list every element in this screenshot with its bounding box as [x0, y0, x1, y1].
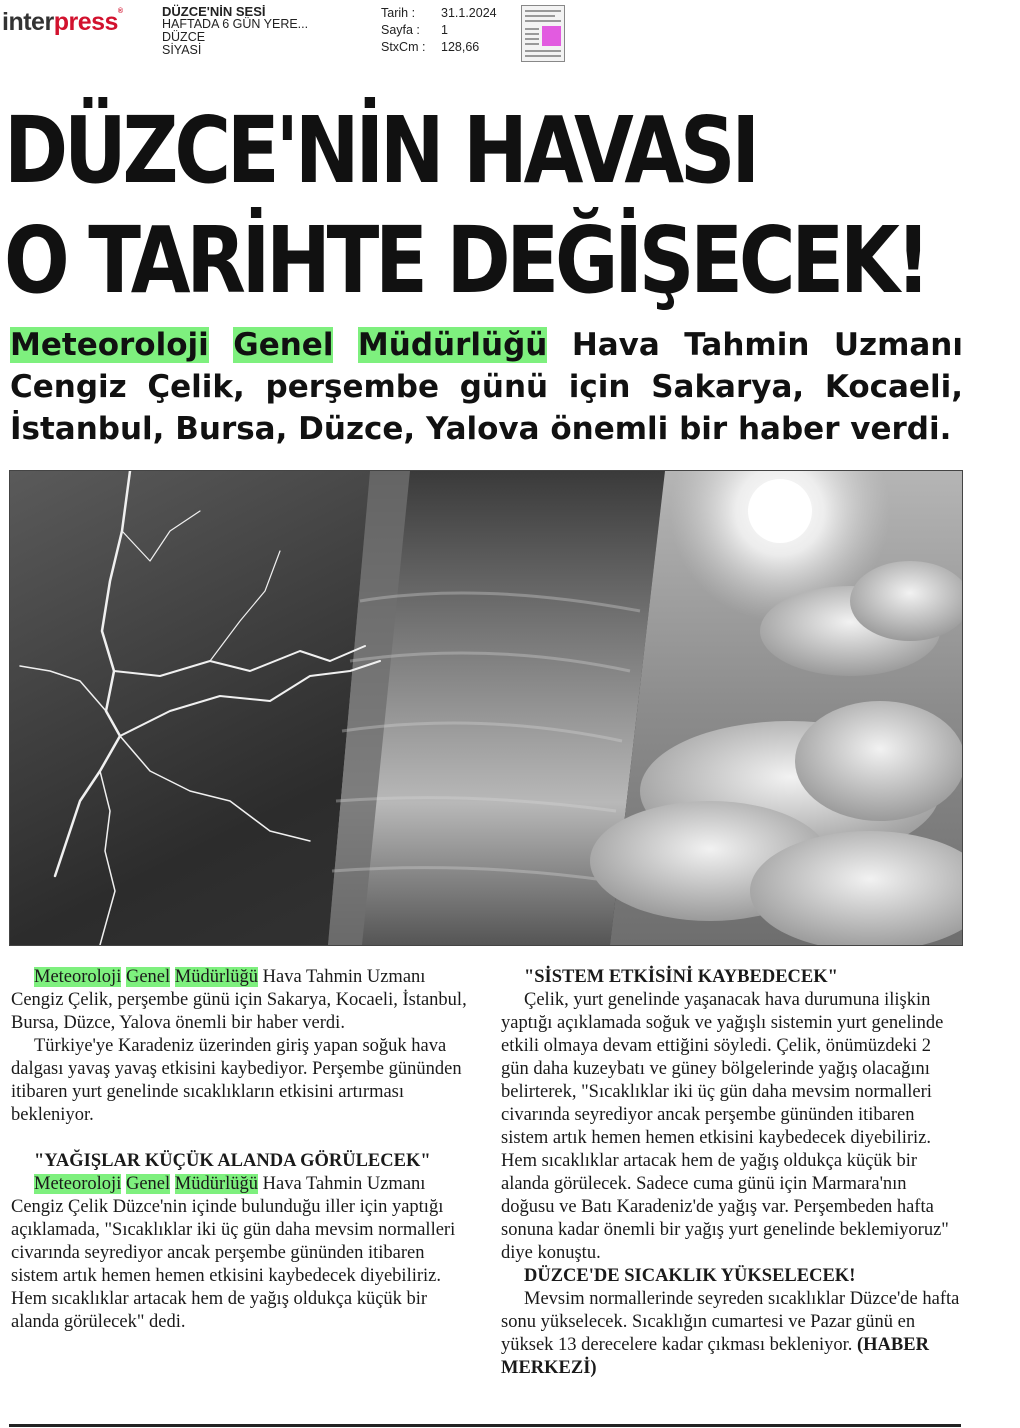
article-column-right: [501, 966, 963, 1380]
meta-value: 1: [441, 23, 448, 37]
thumbnail-highlight: [542, 26, 561, 46]
paragraph: [501, 1288, 963, 1380]
highlight-word: Müdürlüğü: [174, 1174, 259, 1194]
publication-category: SİYASİ: [162, 43, 202, 57]
highlight-word: Genel: [125, 1174, 171, 1194]
publication-info: [162, 5, 308, 57]
paragraph-text: Hava Tahmin Uzmanı Cengiz Çelik Düzce'nin içinde bulunduğu iller için yaptığı açıklamada, "Sıcaklıklar iki üç gün daha mevsim normalleri civarında seyrediyor ancak perşembe gününden itibaren sistem artık hemen hemen etkisini kaybedecek diyebiliriz. Hem sıcaklıklar artacak hem de yağış oldukça küçük bir alanda görülecek" dedi.: [11, 1174, 456, 1332]
weather-photo: [9, 470, 963, 946]
logo-mark: ®: [117, 8, 123, 15]
highlight-word: Müdürlüğü: [357, 327, 548, 363]
meta-key: StxCm :: [381, 40, 426, 54]
meta-key: Tarih :: [381, 6, 416, 20]
deck-text: Hava Tahmin Uzmanı Cengiz Çelik, perşembe günü için Sakarya, Kocaeli, İstanbul, Bursa, Düzce, Yalova önemli bir haber verdi.: [10, 327, 963, 447]
highlight-word: Meteoroloji: [10, 327, 209, 363]
storm-to-sun-illustration: [10, 471, 962, 945]
subheading: "SİSTEM ETKİSİNİ KAYBEDECEK": [524, 967, 838, 987]
headline: [4, 96, 927, 316]
highlight-word: Müdürlüğü: [174, 967, 259, 987]
logo-part2: press: [53, 8, 118, 36]
meta-value: 31.1.2024: [441, 6, 497, 20]
meta-key: Sayfa :: [381, 23, 420, 37]
paragraph: [11, 1173, 471, 1334]
highlight-word: Genel: [125, 967, 171, 987]
interpress-logo: [2, 8, 123, 37]
page-thumbnail[interactable]: [521, 5, 565, 62]
deck-summary: [10, 324, 963, 450]
publication-city: DÜZCE: [162, 30, 206, 44]
meta-value: 128,66: [441, 40, 480, 54]
paragraph: Çelik, yurt genelinde yaşanacak hava durumuna ilişkin yaptığı açıklamada soğuk ve yağışlı sistemin yurt genelinde etkili olmaya devam ettiğini söyledi. Çelik, önümüzdeki 2 gün daha kuzeybatı ve güney bölgelerinde yağış olacağını belirterek, "Sıcaklıklar iki üç gün daha mevsim normalleri civarında seyrediyor ancak perşembe gününden itibaren sistem artık hemen hemen etkisini kaybedecek diyebiliriz. Hem sıcaklıklar artacak hem de yağış oldukça küçük bir alanda görülecek. Sadece cuma günü için Marmara'nın doğusu ve Batı Karadeniz'de yağış var. Perşembeden hafta sonuna kadar önemli bir yağış yurt genelinde beklemiyoruz" diye konuştu.: [501, 990, 949, 1263]
paragraph-text: Hava Tahmin Uzmanı Cengiz Çelik, perşembe günü için Sakarya, Kocaeli, İstanbul, Bursa, Düzce, Yalova önemli bir haber verdi.: [11, 967, 467, 1033]
logo-part1: inter: [2, 8, 54, 36]
meta-row-date: [381, 5, 497, 22]
meta-row-page: [381, 22, 497, 39]
publication-name: DÜZCE'NİN SESİ: [162, 4, 266, 19]
paragraph-text: Mevsim normallerinde seyreden sıcaklıklar Düzce'de hafta sonu yükselecek. Sıcaklığın cumartesi ve Pazar günü en yüksek 13 derecelere kadar çıkması bekleniyor.: [501, 1289, 960, 1355]
clipping-meta: [381, 5, 497, 56]
paragraph: [11, 966, 471, 1035]
highlight-word: Meteoroloji: [34, 967, 122, 987]
meta-row-stxcm: [381, 39, 497, 56]
paragraph: Türkiye'ye Karadeniz üzerinden giriş yapan soğuk hava dalgası yavaş yavaş etkisini kaybediyor. Perşembe gününden itibaren yurt genelinde sıcaklıkların etkisini artırması bekleniyor.: [11, 1036, 462, 1125]
headline-line2: O TARİHTE DEĞİŞECEK!: [4, 207, 927, 314]
article-column-left: [11, 966, 471, 1334]
headline-line1: DÜZCE'NİN HAVASI: [4, 97, 756, 204]
subheading: "YAĞIŞLAR KÜÇÜK ALANDA GÖRÜLECEK": [34, 1151, 431, 1171]
subheading: DÜZCE'DE SICAKLIK YÜKSELECEK!: [524, 1266, 856, 1286]
highlight-word: Meteoroloji: [34, 1174, 122, 1194]
publication-frequency: HAFTADA 6 GÜN YERE...: [162, 17, 309, 31]
highlight-word: Genel: [233, 327, 334, 363]
byline: (HABER MERKEZİ): [501, 1335, 929, 1378]
bottom-rule: [9, 1424, 961, 1427]
